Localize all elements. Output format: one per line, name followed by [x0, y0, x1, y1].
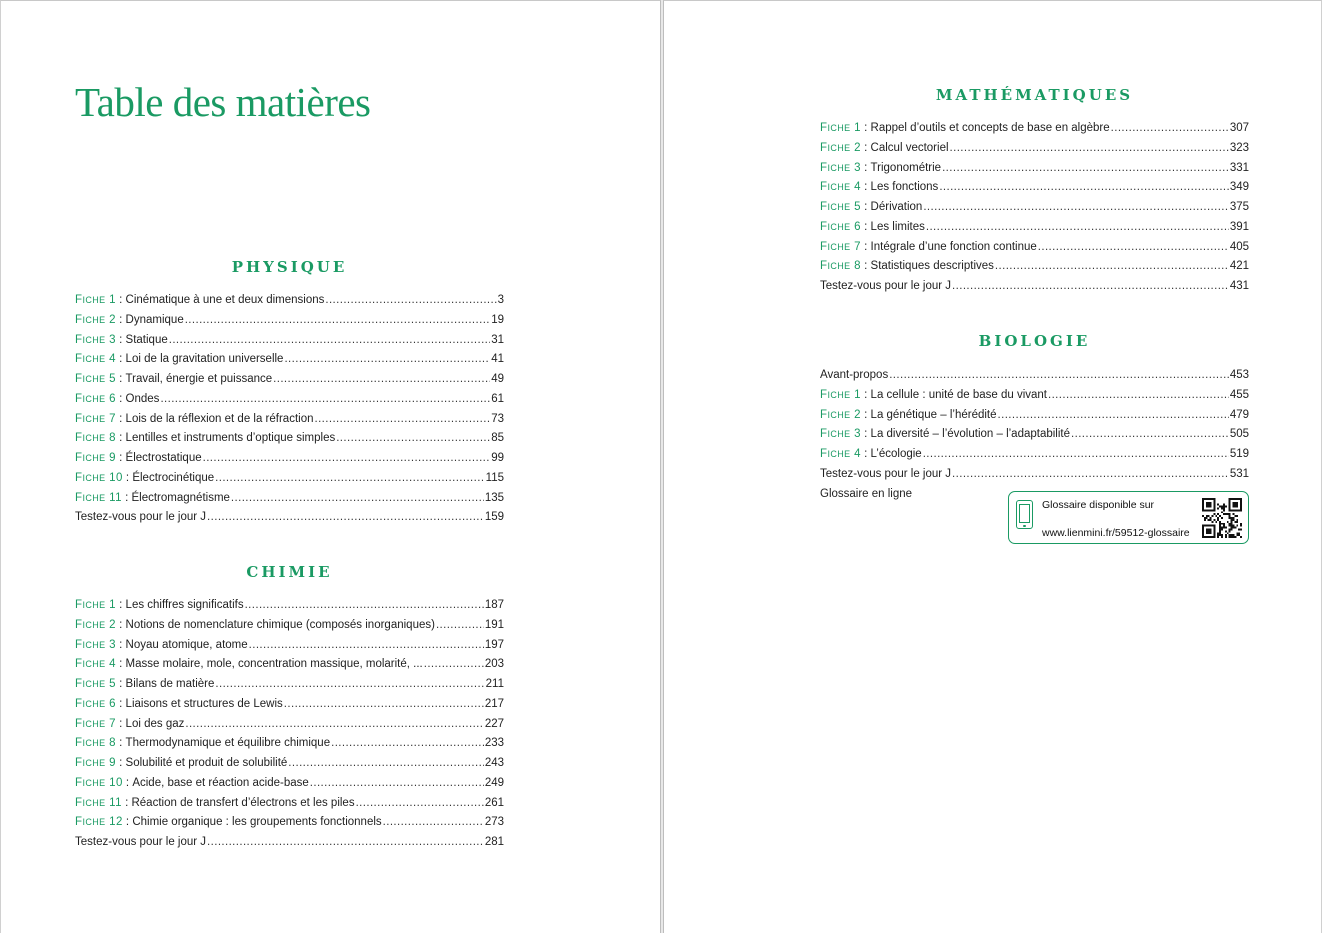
toc-entry-title: Bilans de matière [125, 678, 215, 690]
toc-entry[interactable] [820, 389, 1249, 409]
toc-entry[interactable] [75, 334, 504, 354]
toc-entry-title: Intégrale d’une fonction continue [870, 240, 1037, 253]
toc-entry-separator: : [115, 757, 126, 769]
toc-entry-page: 431 [1229, 280, 1249, 292]
toc-entry-page: 191 [484, 618, 504, 631]
toc-entry-page: 455 [1229, 388, 1249, 401]
dot-leader [231, 492, 484, 504]
toc-entry-title: Rappel d’outils et concepts de base en algèbre [870, 122, 1110, 134]
toc-entry-separator: : [115, 313, 126, 326]
toc-entry-page: 243 [484, 757, 504, 769]
toc-entry-title: Testez-vous pour le jour J [820, 467, 952, 480]
toc-entry[interactable] [820, 122, 1249, 142]
dot-leader [160, 393, 490, 405]
toc-entry[interactable] [820, 221, 1249, 241]
dot-leader [939, 181, 1229, 193]
toc-entry-separator: : [860, 408, 871, 421]
toc-entry-page: 19 [491, 313, 504, 326]
toc-entry-separator: : [115, 373, 126, 385]
dot-leader [1071, 428, 1229, 440]
toc-entry-prefix: FICHE 5 [75, 678, 116, 690]
glossary-line: Glossaire en ligne [820, 488, 913, 500]
toc-entry[interactable] [75, 639, 504, 659]
toc-entry-page: 159 [484, 511, 504, 524]
dot-leader [288, 757, 484, 769]
section-title-biologie: BIOLOGIE [978, 332, 1091, 350]
qr-code-icon[interactable] [1201, 498, 1243, 538]
toc-entry-page: 391 [1229, 220, 1249, 233]
toc-entry[interactable] [820, 181, 1249, 201]
toc-entry-page: 197 [484, 638, 504, 651]
section-title-mathematiques: MATHÉMATIQUES [935, 86, 1134, 104]
toc-entry-page: 31 [491, 333, 504, 346]
glossary-url-link[interactable]: www.lienmini.fr/59512-glossaire [1042, 527, 1190, 539]
toc-entry-title: Les chiffres significatifs [125, 599, 244, 611]
toc-entry-page: 453 [1229, 369, 1249, 381]
dot-leader [923, 201, 1228, 213]
toc-entry-page: 323 [1229, 141, 1249, 154]
toc-entry-prefix: FICHE 7 [75, 412, 116, 425]
toc-entry-separator: : [860, 240, 871, 253]
toc-entry-title: Thermodynamique et équilibre chimique [125, 737, 331, 750]
toc-entry-separator: : [860, 260, 871, 273]
toc-entry-separator: : [115, 638, 126, 651]
toc-entry[interactable] [820, 162, 1249, 182]
toc-entry-separator: : [115, 717, 126, 730]
toc-entry[interactable] [75, 678, 504, 698]
toc-entry-separator: : [122, 776, 133, 789]
toc-entry-title: L’écologie [870, 448, 922, 460]
dot-leader [950, 142, 1229, 154]
toc-entry-prefix: FICHE 1 [75, 599, 116, 611]
dot-leader [284, 353, 490, 365]
toc-entry-title: Loi des gaz [125, 717, 185, 730]
toc-entry-prefix: FICHE 2 [820, 408, 861, 421]
toc-entry[interactable] [820, 241, 1249, 261]
toc-entry[interactable] [75, 737, 504, 757]
toc-entry[interactable] [75, 599, 504, 619]
toc-entry-page: 3 [497, 294, 504, 306]
toc-entry[interactable] [820, 260, 1249, 280]
toc-entry-page: 85 [491, 432, 504, 445]
toc-entry-prefix: FICHE 3 [820, 428, 861, 441]
toc-entry-page: 99 [491, 452, 504, 464]
toc-entry-prefix: FICHE 8 [75, 737, 116, 750]
toc-entry-title: Liaisons et structures de Lewis [125, 697, 283, 710]
toc-entry-page: 49 [491, 373, 504, 385]
toc-entry-page: 217 [484, 697, 504, 710]
toc-entry-prefix: FICHE 3 [820, 161, 861, 174]
toc-entry-prefix: FICHE 8 [820, 260, 861, 273]
toc-entry-separator: : [121, 796, 132, 809]
toc-entry-page: 421 [1229, 260, 1249, 273]
toc-entry-prefix: FICHE 6 [75, 697, 116, 710]
toc-entry[interactable] [75, 718, 504, 738]
toc-entry[interactable] [820, 280, 1249, 300]
toc-entry-page: 203 [484, 658, 504, 671]
toc-entry-title: Trigonométrie [870, 161, 942, 174]
dot-leader [215, 678, 484, 690]
toc-entry-prefix: FICHE 2 [820, 141, 861, 154]
toc-entry[interactable] [75, 757, 504, 777]
toc-entry[interactable] [75, 797, 504, 817]
toc-entry[interactable] [75, 353, 504, 373]
toc-entry-page: 405 [1229, 240, 1249, 253]
toc-entry-separator: : [115, 452, 126, 464]
toc-entry-prefix: FICHE 10 [75, 471, 123, 484]
toc-entry-title: Chimie organique : les groupements fonctionnels [132, 816, 382, 829]
toc-list-physique [75, 294, 504, 531]
toc-entry[interactable] [820, 409, 1249, 429]
toc-entry-page: 281 [484, 836, 504, 848]
dot-leader [325, 294, 496, 306]
toc-entry-prefix: FICHE 4 [75, 658, 116, 671]
toc-list-biologie [820, 369, 1249, 488]
toc-entry-page: 73 [491, 412, 504, 425]
toc-entry-title: Noyau atomique, atome [125, 638, 248, 651]
toc-entry-separator: : [115, 432, 126, 445]
toc-entry-page: 61 [491, 392, 504, 405]
toc-entry-prefix: FICHE 2 [75, 618, 116, 631]
toc-list-mathematiques [820, 122, 1249, 300]
toc-entry-title: Cinématique à une et deux dimensions [125, 294, 325, 306]
dot-leader [952, 280, 1229, 292]
toc-entry-prefix: FICHE 6 [75, 392, 116, 405]
toc-entry-title: Loi de la gravitation universelle [125, 353, 284, 366]
toc-entry-title: Solubilité et produit de solubilité [125, 757, 288, 769]
toc-entry-page: 233 [484, 737, 504, 750]
dot-leader [245, 599, 484, 611]
dot-leader [952, 468, 1229, 480]
toc-entry-page: 307 [1229, 122, 1249, 134]
dot-leader [356, 797, 484, 809]
toc-entry[interactable] [75, 511, 504, 531]
toc-entry-prefix: FICHE 4 [820, 181, 861, 194]
dot-leader [436, 619, 484, 631]
toc-entry[interactable] [75, 393, 504, 413]
toc-entry-title: Les limites [870, 220, 925, 233]
toc-entry-page: 479 [1229, 408, 1249, 421]
dot-leader [273, 373, 490, 385]
toc-entry-separator: : [860, 388, 871, 401]
toc-entry-prefix: FICHE 1 [820, 122, 861, 134]
toc-entry-separator: : [122, 471, 133, 484]
dot-leader [203, 452, 491, 464]
section-title-chimie: CHIMIE [246, 563, 333, 581]
dot-leader [424, 658, 484, 670]
toc-entry[interactable] [75, 314, 504, 334]
toc-entry-title: Électrocinétique [132, 471, 215, 484]
toc-entry-prefix: FICHE 4 [820, 448, 861, 460]
toc-entry[interactable] [820, 201, 1249, 221]
dot-leader [1111, 122, 1229, 134]
toc-entry-prefix: FICHE 7 [820, 240, 861, 253]
toc-entry[interactable] [820, 369, 1249, 389]
dot-leader [998, 409, 1229, 421]
toc-entry-separator: : [860, 428, 871, 441]
toc-entry-page: 375 [1229, 201, 1249, 213]
dot-leader [1038, 241, 1229, 253]
toc-entry-separator: : [860, 201, 871, 213]
toc-entry-title: Lentilles et instruments d’optique simples [125, 432, 336, 445]
toc-entry-separator: : [115, 412, 126, 425]
toc-entry-title: Dynamique [125, 313, 184, 326]
toc-entry-page: 227 [484, 717, 504, 730]
dot-leader [185, 314, 490, 326]
toc-entry-page: 115 [485, 471, 504, 484]
toc-entry-separator: : [115, 333, 126, 346]
toc-entry-title: Ondes [125, 392, 160, 405]
toc-entry-prefix: FICHE 11 [75, 796, 122, 809]
toc-entry-separator: : [115, 599, 126, 611]
toc-entry-prefix: FICHE 2 [75, 313, 116, 326]
toc-entry-title: Lois de la réflexion et de la réfraction [125, 412, 314, 425]
toc-entry-prefix: FICHE 6 [820, 220, 861, 233]
toc-entry-page: 349 [1229, 181, 1249, 194]
toc-entry[interactable] [75, 658, 504, 678]
toc-entry[interactable] [75, 816, 504, 836]
toc-entry-prefix: FICHE 5 [820, 201, 861, 213]
dot-leader [169, 334, 490, 346]
dot-leader [889, 369, 1229, 381]
toc-entry[interactable] [820, 428, 1249, 448]
toc-entry-prefix: FICHE 8 [75, 432, 116, 445]
section-title-physique: PHYSIQUE [231, 258, 348, 276]
dot-leader [207, 511, 484, 523]
toc-entry-prefix: FICHE 9 [75, 452, 116, 464]
toc-entry-page: 135 [484, 491, 504, 504]
toc-entry-prefix: FICHE 3 [75, 333, 116, 346]
toc-entry-title: Réaction de transfert d’électrons et les piles [131, 796, 355, 809]
toc-entry-title: La cellule : unité de base du vivant [870, 388, 1047, 401]
toc-entry-separator: : [115, 737, 126, 750]
dot-leader [185, 718, 483, 730]
toc-entry[interactable] [75, 777, 504, 797]
toc-entry[interactable] [75, 432, 504, 452]
toc-entry-separator: : [115, 678, 126, 690]
smartphone-icon [1016, 500, 1033, 529]
toc-entry[interactable] [75, 472, 504, 492]
toc-entry-title: Les fonctions [870, 181, 939, 194]
toc-entry-prefix: FICHE 4 [75, 353, 116, 366]
toc-entry-page: 41 [491, 353, 504, 366]
toc-entry-separator: : [115, 658, 126, 671]
toc-entry-title: La génétique – l’hérédité [870, 408, 997, 421]
glossary-box[interactable] [1008, 491, 1249, 544]
toc-entry-page: 211 [485, 678, 504, 690]
toc-entry[interactable] [75, 836, 504, 856]
dot-leader [923, 448, 1229, 460]
toc-entry[interactable] [75, 294, 504, 314]
dot-leader [383, 816, 484, 828]
toc-entry-title: Électrostatique [125, 452, 202, 464]
dot-leader [215, 472, 485, 484]
toc-entry-separator: : [860, 448, 871, 460]
toc-entry-separator: : [115, 392, 126, 405]
dot-leader [1048, 389, 1229, 401]
toc-entry[interactable] [75, 619, 504, 639]
toc-entry[interactable] [75, 492, 504, 512]
glossary-available-label: Glossaire disponible sur [1042, 499, 1155, 511]
toc-entry-prefix: FICHE 10 [75, 776, 123, 789]
dot-leader [310, 777, 484, 789]
toc-entry-page: 331 [1229, 161, 1249, 174]
toc-entry-title: Testez-vous pour le jour J [75, 836, 207, 848]
toc-entry-page: 261 [484, 796, 504, 809]
dot-leader [331, 737, 484, 749]
dot-leader [336, 432, 490, 444]
toc-entry-separator: : [860, 181, 871, 194]
toc-entry[interactable] [820, 448, 1249, 468]
toc-entry-separator: : [860, 122, 871, 134]
dot-leader [926, 221, 1229, 233]
toc-list-chimie [75, 599, 504, 856]
toc-entry-separator: : [121, 491, 132, 504]
toc-entry-page: 531 [1229, 467, 1249, 480]
toc-entry-separator: : [115, 697, 126, 710]
toc-entry-prefix: FICHE 12 [75, 816, 123, 829]
toc-entry-title: Calcul vectoriel [870, 141, 949, 154]
toc-entry[interactable] [820, 468, 1249, 488]
dot-leader [207, 836, 484, 848]
toc-entry-prefix: FICHE 3 [75, 638, 116, 651]
dot-leader [284, 698, 484, 710]
toc-entry-title: Acide, base et réaction acide-base [132, 776, 309, 789]
dot-leader [942, 162, 1229, 174]
toc-entry-page: 519 [1229, 448, 1249, 460]
toc-entry-title: Électromagnétisme [131, 491, 230, 504]
toc-entry-page: 249 [484, 776, 504, 789]
toc-entry-separator: : [122, 816, 133, 829]
toc-entry-prefix: FICHE 11 [75, 491, 122, 504]
toc-entry-page: 187 [484, 599, 504, 611]
toc-entry-title: Statistiques descriptives [870, 260, 994, 273]
toc-entry[interactable] [75, 698, 504, 718]
toc-entry-separator: : [115, 353, 126, 366]
toc-entry-separator: : [860, 141, 871, 154]
dot-leader [249, 639, 484, 651]
toc-entry-page: 273 [484, 816, 504, 829]
toc-entry-separator: : [860, 161, 871, 174]
toc-entry-prefix: FICHE 9 [75, 757, 116, 769]
toc-entry[interactable] [75, 413, 504, 433]
toc-entry-title: La diversité – l’évolution – l’adaptabilité [870, 428, 1071, 441]
toc-entry-title: Avant-propos [820, 369, 889, 381]
toc-entry[interactable] [75, 373, 504, 393]
page-title: Table des matières [75, 79, 371, 125]
toc-entry-separator: : [115, 294, 126, 306]
toc-entry-title: Travail, énergie et puissance [125, 373, 273, 385]
toc-entry-title: Masse molaire, mole, concentration massique, molarité, ... [125, 658, 423, 671]
toc-entry-title: Statique [125, 333, 168, 346]
toc-entry-prefix: FICHE 7 [75, 717, 116, 730]
toc-entry-separator: : [115, 618, 126, 631]
dot-leader [995, 260, 1229, 272]
toc-entry-prefix: FICHE 5 [75, 373, 116, 385]
toc-entry-title: Notions de nomenclature chimique (composés inorganiques) [125, 618, 435, 631]
toc-entry-title: Testez-vous pour le jour J [75, 511, 207, 524]
toc-entry-title: Testez-vous pour le jour J [820, 280, 952, 292]
toc-entry-separator: : [860, 220, 871, 233]
toc-entry-page: 505 [1229, 428, 1249, 441]
toc-entry-title: Dérivation [870, 201, 923, 213]
toc-entry-prefix: FICHE 1 [820, 388, 861, 401]
toc-entry[interactable] [820, 142, 1249, 162]
toc-entry-prefix: FICHE 1 [75, 294, 116, 306]
dot-leader [315, 413, 491, 425]
toc-entry[interactable] [75, 452, 504, 472]
